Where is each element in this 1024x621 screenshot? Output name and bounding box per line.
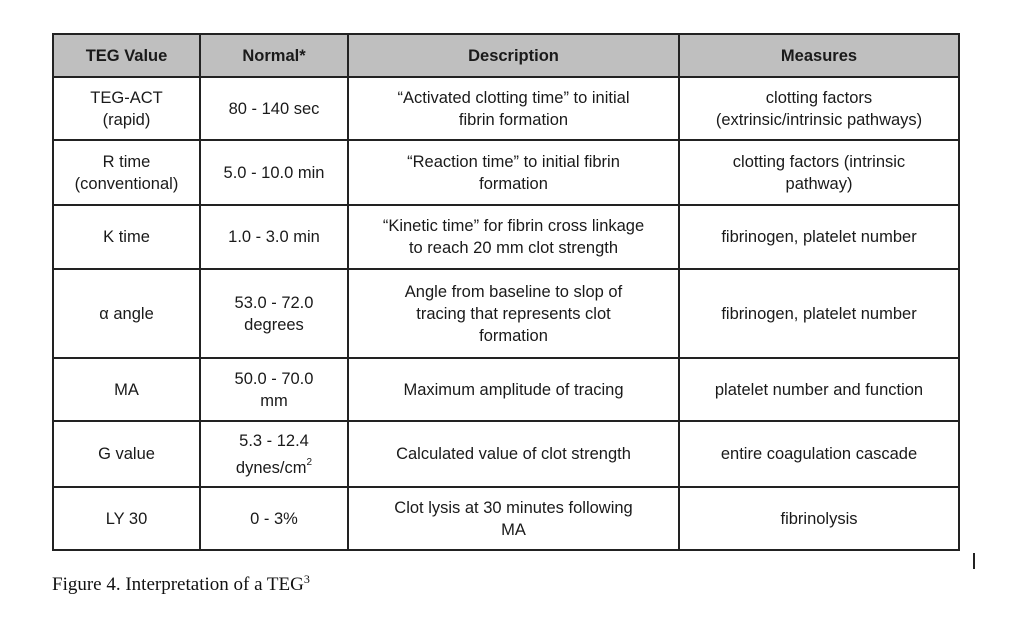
cell-measures: fibrinogen, platelet number bbox=[679, 205, 959, 269]
table-row bbox=[53, 358, 959, 421]
teg-interpretation-table bbox=[52, 33, 960, 551]
unit-superscript: 2 bbox=[306, 456, 313, 468]
cell-description: “Activated clotting time” to initial fibrin formation bbox=[348, 77, 679, 140]
cell-normal: 5.0 - 10.0 min bbox=[200, 140, 348, 205]
cell-measures: clotting factors (intrinsic pathway) bbox=[679, 140, 959, 205]
cell-normal: 53.0 - 72.0 degrees bbox=[200, 269, 348, 358]
cell-description: Calculated value of clot strength bbox=[348, 421, 679, 487]
cell-normal: 80 - 140 sec bbox=[200, 77, 348, 140]
cell-normal: 0 - 3% bbox=[200, 487, 348, 550]
cell-description: “Reaction time” to initial fibrin formation bbox=[348, 140, 679, 205]
text-cursor-mark bbox=[973, 553, 975, 569]
cell-normal bbox=[200, 421, 348, 487]
normal-range-text: 5.3 - 12.4 bbox=[239, 431, 309, 450]
normal-unit-text: dynes/cm bbox=[235, 458, 307, 477]
table-row bbox=[53, 421, 959, 487]
cell-description: Angle from baseline to slop of tracing that represents clot formation bbox=[348, 269, 679, 358]
table-row bbox=[53, 269, 959, 358]
cell-teg-value: R time (conventional) bbox=[53, 140, 200, 205]
cell-teg-value: α angle bbox=[53, 269, 200, 358]
cell-description: Maximum amplitude of tracing bbox=[348, 358, 679, 421]
cell-measures: platelet number and function bbox=[679, 358, 959, 421]
table-row bbox=[53, 140, 959, 205]
header-description: Description bbox=[348, 34, 679, 77]
table-row bbox=[53, 77, 959, 140]
cell-description: “Kinetic time” for fibrin cross linkage to reach 20 mm clot strength bbox=[348, 205, 679, 269]
caption-superscript: 3 bbox=[303, 572, 310, 586]
cell-teg-value: G value bbox=[53, 421, 200, 487]
cell-description: Clot lysis at 30 minutes following MA bbox=[348, 487, 679, 550]
header-normal: Normal* bbox=[200, 34, 348, 77]
cell-normal: 1.0 - 3.0 min bbox=[200, 205, 348, 269]
cell-measures: clotting factors (extrinsic/intrinsic pathways) bbox=[679, 77, 959, 140]
caption-text: Figure 4. Interpretation of a TEG bbox=[52, 574, 304, 595]
table-header-row bbox=[53, 34, 959, 77]
cell-normal: 50.0 - 70.0 mm bbox=[200, 358, 348, 421]
table-row bbox=[53, 487, 959, 550]
cell-teg-value: TEG-ACT (rapid) bbox=[53, 77, 200, 140]
cell-teg-value: MA bbox=[53, 358, 200, 421]
cell-measures: entire coagulation cascade bbox=[679, 421, 959, 487]
header-measures: Measures bbox=[679, 34, 959, 77]
figure-caption bbox=[52, 572, 310, 596]
cell-measures: fibrinogen, platelet number bbox=[679, 269, 959, 358]
cell-measures: fibrinolysis bbox=[679, 487, 959, 550]
table-row bbox=[53, 205, 959, 269]
header-teg-value: TEG Value bbox=[53, 34, 200, 77]
cell-teg-value: K time bbox=[53, 205, 200, 269]
cell-teg-value: LY 30 bbox=[53, 487, 200, 550]
